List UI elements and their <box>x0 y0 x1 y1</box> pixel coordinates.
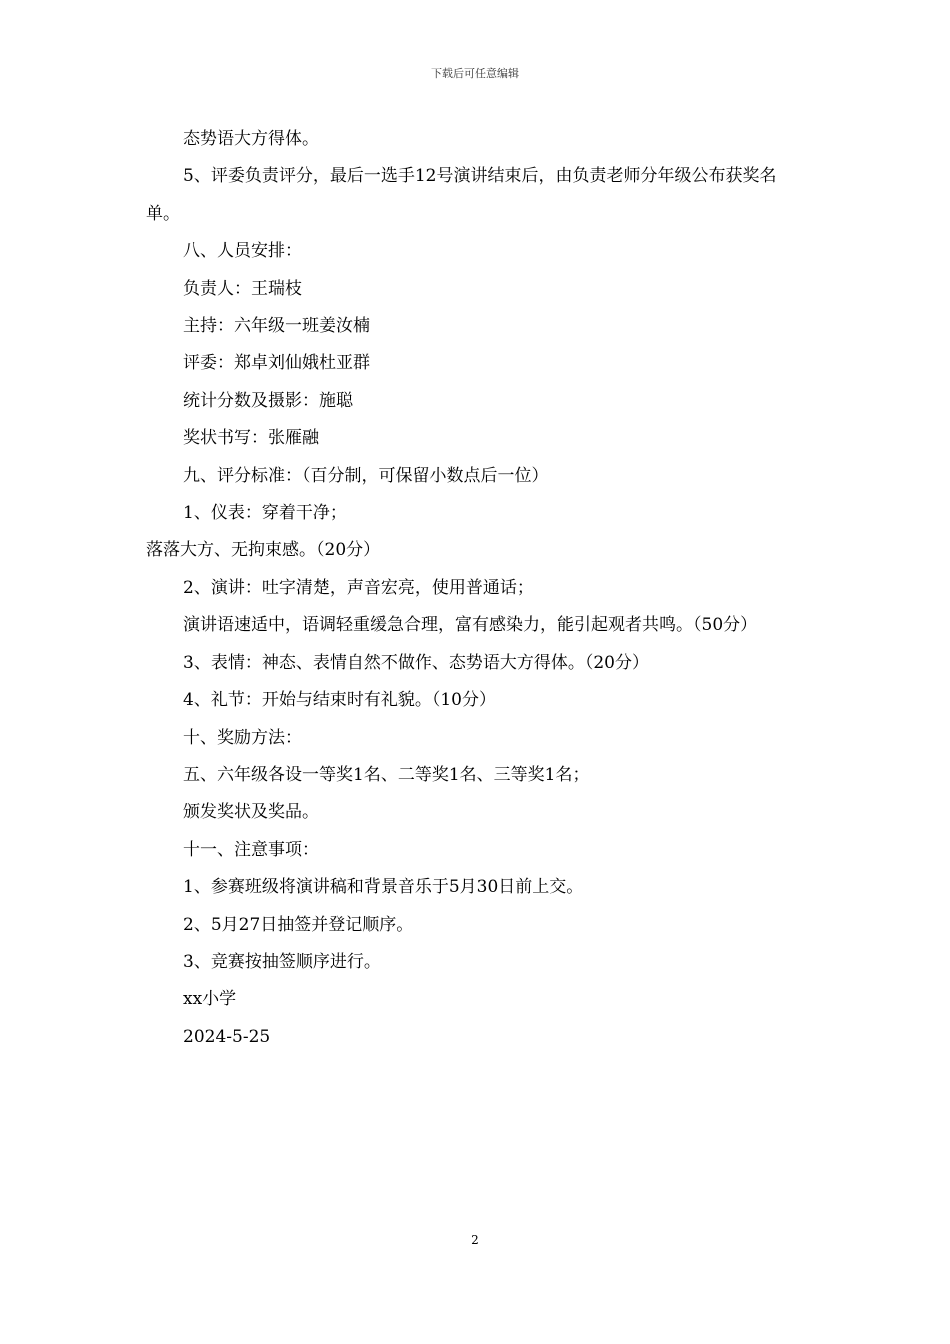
paragraph: 1、仪表：穿着干净； <box>183 503 347 524</box>
section-heading: 九、评分标准：（百分制，可保留小数点后一位） <box>183 465 549 486</box>
signature-date: 2024-5-25 <box>183 1026 271 1047</box>
page-header: 下载后可任意编辑 <box>431 67 519 80</box>
paragraph: 评委：郑卓刘仙娥杜亚群 <box>183 353 370 374</box>
paragraph: 3、表情：神态、表情自然不做作、态势语大方得体。（20分） <box>183 652 649 673</box>
paragraph: 奖状书写：张雁融 <box>183 428 319 449</box>
document-body <box>146 121 810 1056</box>
paragraph: 演讲语速适中，语调轻重缓急合理，富有感染力，能引起观者共鸣。（50分） <box>183 615 758 636</box>
section-heading: 十一、注意事项： <box>183 839 319 860</box>
paragraph: 3、竞赛按抽签顺序进行。 <box>183 951 381 972</box>
paragraph: 落落大方、无拘束感。（20分） <box>146 540 381 561</box>
page-number: 2 <box>471 1233 479 1247</box>
signature-organization: xx小学 <box>183 989 237 1010</box>
paragraph: 态势语大方得体。 <box>183 129 319 149</box>
paragraph: 4、礼节：开始与结束时有礼貌。（10分） <box>183 690 496 711</box>
paragraph: 主持：六年级一班姜汝楠 <box>183 316 370 337</box>
paragraph: 1、参赛班级将演讲稿和背景音乐于5月30日前上交。 <box>183 877 584 898</box>
paragraph: 负责人：王瑞枝 <box>183 278 302 299</box>
paragraph: 五、六年级各设一等奖1名、二等奖1名、三等奖1名； <box>183 764 590 785</box>
paragraph: 2、5月27日抽签并登记顺序。 <box>183 914 414 935</box>
section-heading: 十、奖励方法： <box>183 727 302 748</box>
paragraph: 5、评委负责评分，最后一选手12号演讲结束后，由负责老师分年级公布获奖名单。 <box>146 166 777 224</box>
paragraph: 2、演讲：吐字清楚，声音宏亮，使用普通话； <box>183 577 534 598</box>
section-heading: 八、人员安排： <box>183 241 302 262</box>
paragraph: 统计分数及摄影：施聪 <box>183 390 353 411</box>
paragraph: 颁发奖状及奖品。 <box>183 802 319 823</box>
